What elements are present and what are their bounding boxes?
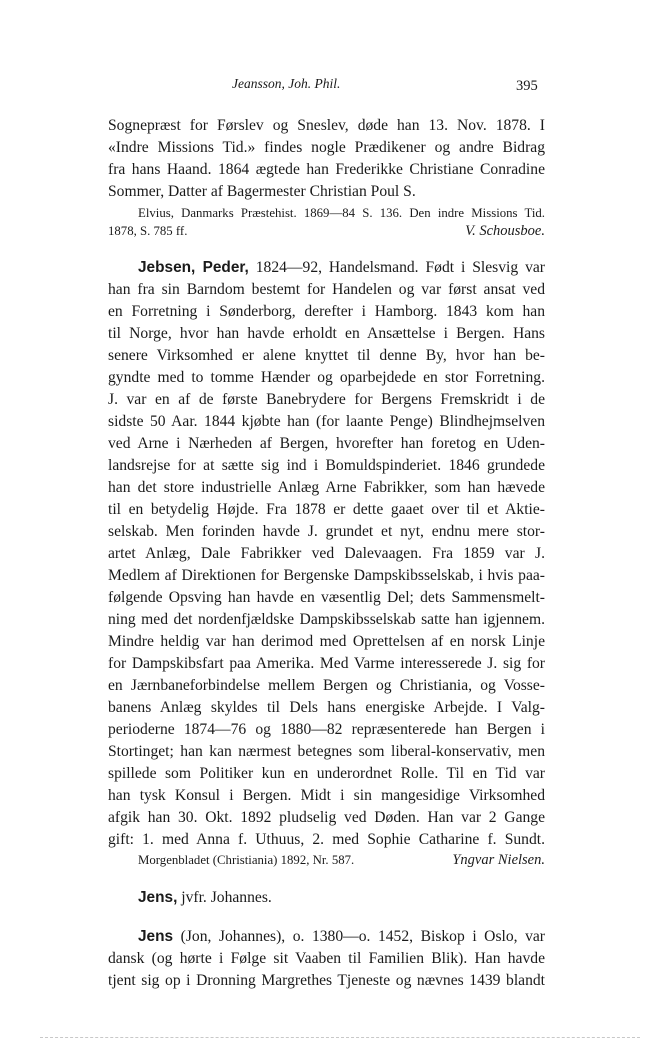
sources-line: Morgenbladet (Christiania) 1892, Nr. 587.: [138, 853, 355, 867]
sources-line: 1878, S. 785 ff.: [108, 224, 188, 238]
author-signature: Yngvar Nielsen.: [452, 852, 545, 868]
text-line: tjent sig op i Dronning Margrethes Tjeneste og nævnes 1439 blandt: [108, 972, 545, 989]
text-line: Sommer, Datter af Bagermester Christian Poul S.: [108, 183, 416, 200]
text-line: spillede som Politiker kun en underordnet Rolle. Til en Tid var: [108, 765, 545, 782]
cross-reference: jvfr. Johannes.: [181, 889, 272, 906]
text-line: Sognepræst for Førslev og Sneslev, døde han 13. Nov. 1878. I: [108, 117, 545, 134]
text-line: artet Anlæg, Dale Fabrikker ved Dalevaagen. Fra 1859 var J.: [108, 545, 545, 562]
text-line: en Jærnbaneforbindelse mellem Bergen og Christiania, og Vosse-: [108, 677, 545, 694]
page-number: 395: [516, 78, 538, 94]
text-line: sidste 50 Aar. 1844 kjøbte han (for laante Penge) Blindhejmselven: [108, 413, 545, 430]
text-line: gift: 1. med Anna f. Uthuus, 2. med Sophie Catharine f. Sundt.: [108, 831, 545, 848]
running-head: [0, 76, 664, 98]
text-line: han fra sin Barndom bestemt for Handelen og var først ansat ved: [108, 281, 545, 298]
text-line: Mindre heldig var han derimod med Oprettelsen af en norsk Linje: [108, 633, 545, 650]
text-line: senere Virksomhed er alene knyttet til denne By, hvor han be-: [108, 347, 545, 364]
text-line: dansk (og hørte i Følge sit Vaaben til Familien Blik). Han havde: [108, 950, 545, 967]
text-line: ved Arne i Nærheden af Bergen, hvorefter han foretog en Uden-: [108, 435, 545, 452]
text-line: banens Anlæg skyldes til Dels hans energiske Arbejde. I Valg-: [108, 699, 545, 716]
text-line: til en betydelig Højde. Fra 1878 er dette gaaet over til et Aktie-: [108, 501, 545, 518]
entry-headword: Jebsen, Peder,: [138, 259, 249, 276]
text-line: [138, 257, 545, 279]
text-line: Stortinget; han kan nærmest betegnes som liberal-konservativ, men: [108, 743, 545, 760]
entry-headword: Jens,: [138, 889, 178, 906]
sources-line: Elvius, Danmarks Præstehist. 1869—84 S. 136. Den indre Missions Tid.: [138, 206, 545, 220]
entry-jens-reference: [138, 887, 545, 909]
author-signature: V. Schousboe.: [465, 223, 545, 239]
text-line: «Indre Missions Tid.» findes nogle Prædikener og andre Bidrag: [108, 139, 545, 156]
text-line: en Forretning i Sønderborg, derefter i Hamborg. 1843 kom han: [108, 303, 545, 320]
text-line: følgende Opsving han havde en væsentlig Del; dets Sammensmelt-: [108, 589, 545, 606]
text-line: J. var en af de første Banebrydere for Bergens Fremskridt i de: [108, 391, 545, 408]
text-line: han tysk Konsul i Bergen. Midt i sin mangesidige Virksomhed: [108, 787, 545, 804]
text-line: han det store industrielle Anlæg Arne Fabrikker, som han hævede: [108, 479, 545, 496]
text-line: gyndte med to tomme Hænder og oparbejdede en stor Forretning.: [108, 369, 545, 386]
text-line: fra hans Haand. 1864 ægtede han Frederikke Christiane Conradine: [108, 161, 545, 178]
text-line: Medlem af Direktionen for Bergenske Dampskibsselskab, i hvis paa-: [108, 567, 545, 584]
text-line: afgik han 30. Okt. 1892 pludselig ved Døden. Han var 2 Gange: [108, 809, 545, 826]
entry-first-line: (Jon, Johannes), o. 1380—o. 1452, Biskop i Oslo, var: [180, 928, 545, 945]
running-head-title: Jeansson, Joh. Phil.: [232, 76, 341, 91]
text-line: til Norge, hvor han havde erholdt en Ansættelse i Bergen. Hans: [108, 325, 545, 342]
entry-headword: Jens: [138, 928, 174, 945]
text-line: [138, 926, 545, 948]
page-edge-divider: [40, 1037, 640, 1038]
sources-row: [108, 221, 545, 241]
text-line: perioderne 1874—76 og 1880—82 repræsenterede han Bergen i: [108, 721, 545, 738]
entry-first-line: 1824—92, Handelsmand. Født i Slesvig var: [255, 259, 545, 276]
text-line: selskab. Men forinden havde J. grundet et nyt, endnu mere stor-: [108, 523, 545, 540]
text-line: landsrejse for at sætte sig ind i Bomuldspinderiet. 1846 grundede: [108, 457, 545, 474]
text-line: ning med det nordenfjældske Dampskibsselskab satte han igjennem.: [108, 611, 545, 628]
text-line: for Dampskibsfart paa Amerika. Med Varme interesserede J. sig for: [108, 655, 545, 672]
sources-row: [108, 850, 545, 870]
